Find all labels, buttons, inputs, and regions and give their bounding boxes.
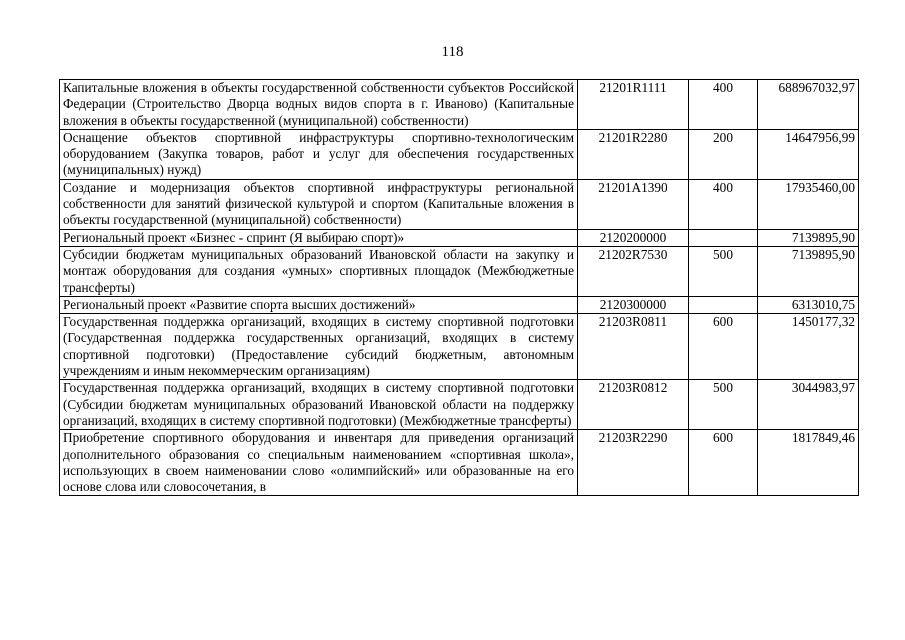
row-expense-type: 400 [689, 179, 758, 229]
row-name: Приобретение спортивного оборудования и инвентаря для приведения организаций дополнительного образования со специальным наименованием «спортивная школа», использующих в своем наименовании слово «олимпийский» или образованные на его основе слова или словосочетания, в [63, 430, 574, 495]
row-sum: 7139895,90 [758, 246, 859, 296]
row-sum: 17935460,00 [758, 179, 859, 229]
row-code: 21201R1111 [578, 80, 689, 130]
table-row [60, 380, 859, 430]
row-sum: 7139895,90 [758, 229, 859, 246]
row-code: 21203R2290 [578, 430, 689, 496]
table-row [60, 229, 859, 246]
table-row [60, 314, 859, 380]
table-row [60, 296, 859, 313]
row-name: Создание и модернизация объектов спортивной инфраструктуры региональной собственности для занятий физической культурой и спортом (Капитальные вложения в объекты государственной (муниципальной) собственности) [60, 179, 578, 229]
row-expense-type: 500 [689, 246, 758, 296]
row-expense-type [689, 296, 758, 313]
row-name: Государственная поддержка организаций, входящих в систему спортивной подготовки (Субсидии бюджетам муниципальных образований Ивановской области на поддержку организаций, входящих в систему спортивной подготовки) (Межбюджетные трансферты) [60, 380, 578, 430]
row-expense-type: 500 [689, 380, 758, 430]
table-row [60, 129, 859, 179]
row-code: 2120300000 [578, 296, 689, 313]
row-name: Государственная поддержка организаций, входящих в систему спортивной подготовки (Государственная поддержка государственных организаций, входящих в систему спортивной подготовки) (Предоставление субсидий бюджетным, автономным учреждениям и иным некоммерческим организациям) [60, 314, 578, 380]
row-sum: 3044983,97 [758, 380, 859, 430]
row-sum: 1450177,32 [758, 314, 859, 380]
page-number: 118 [441, 44, 464, 60]
row-code: 21203R0811 [578, 314, 689, 380]
row-sum: 6313010,75 [758, 296, 859, 313]
row-code: 21202R7530 [578, 246, 689, 296]
row-code: 21201А1390 [578, 179, 689, 229]
row-expense-type: 600 [689, 430, 758, 496]
row-name: Субсидии бюджетам муниципальных образований Ивановской области на закупку и монтаж оборудования для создания «умных» спортивных площадок (Межбюджетные трансферты) [60, 246, 578, 296]
row-sum: 688967032,97 [758, 80, 859, 130]
budget-table [59, 79, 859, 496]
row-name: Региональный проект «Бизнес - спринт (Я выбираю спорт)» [60, 229, 578, 246]
row-expense-type: 400 [689, 80, 758, 130]
row-name-cell [60, 430, 578, 496]
row-name: Оснащение объектов спортивной инфраструктуры спортивно-технологическим оборудованием (Закупка товаров, работ и услуг для обеспечения государственных (муниципальных) нужд) [60, 129, 578, 179]
row-expense-type: 200 [689, 129, 758, 179]
row-name: Капитальные вложения в объекты государственной собственности субъектов Российской Федерации (Строительство Дворца водных видов спорта в г. Иваново) (Капитальные вложения в объекты государственной (муниципальной) собственности) [60, 80, 578, 130]
table-row [60, 430, 859, 496]
row-expense-type: 600 [689, 314, 758, 380]
table-row [60, 246, 859, 296]
row-expense-type [689, 229, 758, 246]
row-name: Региональный проект «Развитие спорта высших достижений» [60, 296, 578, 313]
row-sum: 14647956,99 [758, 129, 859, 179]
row-code: 21201R2280 [578, 129, 689, 179]
table-row [60, 179, 859, 229]
row-code: 2120200000 [578, 229, 689, 246]
row-code: 21203R0812 [578, 380, 689, 430]
table-row [60, 80, 859, 130]
row-sum: 1817849,46 [758, 430, 859, 496]
